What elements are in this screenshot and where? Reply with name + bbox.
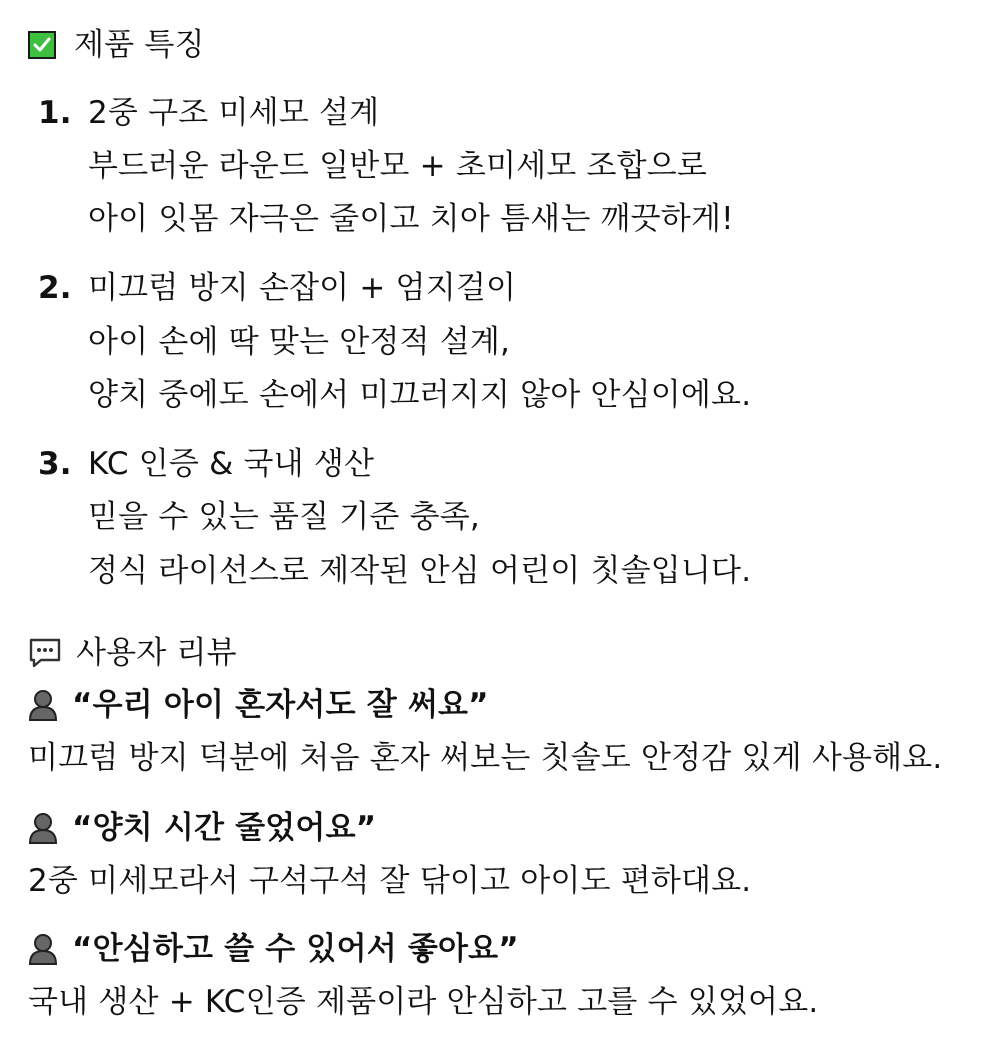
review-title: “우리 아이 혼자서도 잘 써요” — [72, 687, 489, 723]
features-heading-label: 제품 특징 — [74, 27, 205, 63]
reviews-heading — [28, 633, 237, 673]
feature-number: 2. — [38, 270, 72, 306]
review-title: “양치 시간 줄었어요” — [72, 810, 377, 846]
person-silhouette-icon — [28, 932, 58, 966]
feature-title: KC 인증 & 국내 생산 — [88, 446, 375, 482]
review-body: 국내 생산 + KC인증 제품이라 안심하고 고를 수 있었어요. — [28, 984, 819, 1020]
feature-description-line: 양치 중에도 손에서 미끄러지지 않아 안심이에요. — [88, 377, 752, 413]
person-silhouette-icon — [28, 811, 58, 845]
feature-title: 미끄럼 방지 손잡이 + 엄지걸이 — [88, 270, 517, 306]
review-body: 미끄럼 방지 덕분에 처음 혼자 써보는 칫솔도 안정감 있게 사용해요. — [28, 740, 943, 776]
feature-description-line: 아이 손에 딱 맞는 안정적 설계, — [88, 324, 511, 360]
review-title: “안심하고 쓸 수 있어서 좋아요” — [72, 931, 519, 967]
review-body: 2중 미세모라서 구석구석 잘 닦이고 아이도 편하대요. — [28, 863, 752, 899]
feature-description-line: 정식 라이선스로 제작된 안심 어린이 칫솔입니다. — [88, 553, 752, 589]
feature-title: 2중 구조 미세모 설계 — [88, 95, 380, 131]
feature-description-line: 믿을 수 있는 품질 기준 충족, — [88, 499, 480, 535]
reviews-heading-label: 사용자 리뷰 — [76, 635, 237, 671]
check-mark-button-icon — [28, 31, 56, 59]
feature-number: 3. — [38, 446, 72, 482]
features-heading — [28, 25, 205, 65]
speech-bubble-icon — [28, 636, 62, 670]
feature-description-line: 부드러운 라운드 일반모 + 초미세모 조합으로 — [88, 148, 708, 184]
feature-number: 1. — [38, 95, 72, 131]
person-silhouette-icon — [28, 688, 58, 722]
feature-description-line: 아이 잇몸 자극은 줄이고 치아 틈새는 깨끗하게! — [88, 201, 734, 237]
